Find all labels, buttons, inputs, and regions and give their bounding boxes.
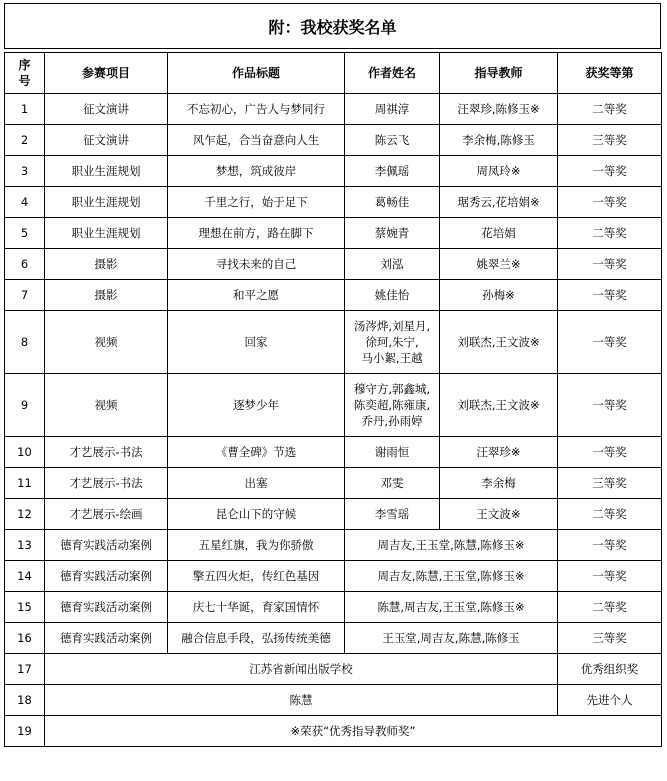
table-row-summary bbox=[5, 654, 662, 685]
footnote: ※荣获“优秀指导教师奖” bbox=[45, 716, 662, 747]
row-no: 12 bbox=[5, 499, 45, 530]
table-header-row bbox=[5, 53, 662, 94]
author-line: 乔丹,孙雨婷 bbox=[361, 414, 423, 428]
teacher-name: 周凤玲※ bbox=[440, 156, 558, 187]
header-award: 获奖等第 bbox=[558, 53, 662, 94]
author-name: 谢雨恒 bbox=[345, 437, 440, 468]
award-level: 三等奖 bbox=[558, 125, 662, 156]
table-row bbox=[5, 187, 662, 218]
header-teacher: 指导教师 bbox=[440, 53, 558, 94]
project-name: 职业生涯规划 bbox=[45, 218, 168, 249]
author-line: 汤涔烨,刘星月, bbox=[353, 319, 431, 333]
award-level: 一等奖 bbox=[558, 561, 662, 592]
table-row bbox=[5, 468, 662, 499]
row-no: 2 bbox=[5, 125, 45, 156]
award-level: 一等奖 bbox=[558, 187, 662, 218]
header-work: 作品标题 bbox=[168, 53, 345, 94]
teacher-name: 李余梅 bbox=[440, 468, 558, 499]
award-level: 一等奖 bbox=[558, 311, 662, 374]
table-row bbox=[5, 280, 662, 311]
award-level: 先进个人 bbox=[558, 685, 662, 716]
award-level: 一等奖 bbox=[558, 156, 662, 187]
work-title: 昆仑山下的守候 bbox=[168, 499, 345, 530]
row-no: 4 bbox=[5, 187, 45, 218]
work-title: 五星红旗，我为你骄傲 bbox=[168, 530, 345, 561]
row-no: 15 bbox=[5, 592, 45, 623]
project-name: 征文演讲 bbox=[45, 125, 168, 156]
row-no: 18 bbox=[5, 685, 45, 716]
table-row bbox=[5, 499, 662, 530]
project-name: 职业生涯规划 bbox=[45, 156, 168, 187]
work-title: 寻找未来的自己 bbox=[168, 249, 345, 280]
teacher-name: 汪翠珍,陈修玉※ bbox=[440, 94, 558, 125]
author-line: 马小絮,王越 bbox=[361, 351, 423, 365]
award-level: 一等奖 bbox=[558, 437, 662, 468]
work-title: 《曹全碑》节选 bbox=[168, 437, 345, 468]
author-name: 葛畅佳 bbox=[345, 187, 440, 218]
award-level: 二等奖 bbox=[558, 218, 662, 249]
authors-and-teachers: 周吉友,王玉堂,陈慧,陈修玉※ bbox=[345, 530, 558, 561]
award-level: 三等奖 bbox=[558, 468, 662, 499]
row-no: 8 bbox=[5, 311, 45, 374]
author-name: 李雪瑶 bbox=[345, 499, 440, 530]
table-row bbox=[5, 156, 662, 187]
table-row bbox=[5, 561, 662, 592]
award-table bbox=[4, 52, 662, 747]
award-level: 三等奖 bbox=[558, 623, 662, 654]
award-level: 优秀组织奖 bbox=[558, 654, 662, 685]
author-name bbox=[345, 374, 440, 437]
row-no: 7 bbox=[5, 280, 45, 311]
award-level: 一等奖 bbox=[558, 530, 662, 561]
row-no: 11 bbox=[5, 468, 45, 499]
project-name: 德育实践活动案例 bbox=[45, 561, 168, 592]
table-row-summary bbox=[5, 685, 662, 716]
project-name: 职业生涯规划 bbox=[45, 187, 168, 218]
author-name: 李佩瑶 bbox=[345, 156, 440, 187]
work-title: 出塞 bbox=[168, 468, 345, 499]
authors-and-teachers: 周吉友,陈慧,王玉堂,陈修玉※ bbox=[345, 561, 558, 592]
row-no: 17 bbox=[5, 654, 45, 685]
author-line: 陈奕超,陈雍康, bbox=[353, 398, 431, 412]
header-author: 作者姓名 bbox=[345, 53, 440, 94]
teacher-name: 孙梅※ bbox=[440, 280, 558, 311]
header-project: 参赛项目 bbox=[45, 53, 168, 94]
table-row bbox=[5, 530, 662, 561]
row-no: 5 bbox=[5, 218, 45, 249]
award-level: 一等奖 bbox=[558, 374, 662, 437]
author-name: 姚佳怡 bbox=[345, 280, 440, 311]
project-name: 德育实践活动案例 bbox=[45, 623, 168, 654]
author-line: 穆守方,郭鑫城, bbox=[353, 382, 431, 396]
table-row bbox=[5, 437, 662, 468]
work-title: 理想在前方，路在脚下 bbox=[168, 218, 345, 249]
teacher-name: 姚翠兰※ bbox=[440, 249, 558, 280]
row-no: 10 bbox=[5, 437, 45, 468]
author-line: 徐珂,朱宁, bbox=[365, 335, 419, 349]
table-row bbox=[5, 374, 662, 437]
teacher-name: 花培娟 bbox=[440, 218, 558, 249]
project-name: 德育实践活动案例 bbox=[45, 530, 168, 561]
table-row bbox=[5, 94, 662, 125]
header-no: 序 号 bbox=[5, 53, 45, 94]
award-level: 一等奖 bbox=[558, 249, 662, 280]
award-recipient: 江苏省新闻出版学校 bbox=[45, 654, 558, 685]
author-name: 刘泓 bbox=[345, 249, 440, 280]
table-row bbox=[5, 623, 662, 654]
table-row-note bbox=[5, 716, 662, 747]
table-row bbox=[5, 249, 662, 280]
table-row bbox=[5, 311, 662, 374]
award-recipient: 陈慧 bbox=[45, 685, 558, 716]
row-no: 1 bbox=[5, 94, 45, 125]
project-name: 视频 bbox=[45, 374, 168, 437]
teacher-name: 王文波※ bbox=[440, 499, 558, 530]
work-title: 千里之行，始于足下 bbox=[168, 187, 345, 218]
author-name bbox=[345, 311, 440, 374]
project-name: 征文演讲 bbox=[45, 94, 168, 125]
authors-and-teachers: 陈慧,周吉友,王玉堂,陈修玉※ bbox=[345, 592, 558, 623]
table-row bbox=[5, 218, 662, 249]
project-name: 摄影 bbox=[45, 280, 168, 311]
work-title: 不忘初心，广告人与梦同行 bbox=[168, 94, 345, 125]
work-title: 庆七十华诞，育家国情怀 bbox=[168, 592, 345, 623]
award-level: 二等奖 bbox=[558, 592, 662, 623]
teacher-name: 刘联杰,王文波※ bbox=[440, 374, 558, 437]
work-title: 风乍起，合当奋意向人生 bbox=[168, 125, 345, 156]
row-no: 3 bbox=[5, 156, 45, 187]
teacher-name: 李余梅,陈修玉 bbox=[440, 125, 558, 156]
teacher-name: 刘联杰,王文波※ bbox=[440, 311, 558, 374]
authors-and-teachers: 王玉堂,周吉友,陈慧,陈修玉 bbox=[345, 623, 558, 654]
row-no: 14 bbox=[5, 561, 45, 592]
work-title: 和平之愿 bbox=[168, 280, 345, 311]
work-title: 逐梦少年 bbox=[168, 374, 345, 437]
row-no: 16 bbox=[5, 623, 45, 654]
row-no: 9 bbox=[5, 374, 45, 437]
row-no: 6 bbox=[5, 249, 45, 280]
author-name: 陈云飞 bbox=[345, 125, 440, 156]
project-name: 视频 bbox=[45, 311, 168, 374]
row-no: 19 bbox=[5, 716, 45, 747]
document-title: 附：我校获奖名单 bbox=[4, 3, 661, 49]
project-name: 德育实践活动案例 bbox=[45, 592, 168, 623]
teacher-name: 琚秀云,花培娟※ bbox=[440, 187, 558, 218]
project-name: 才艺展示-书法 bbox=[45, 437, 168, 468]
author-name: 周祺淳 bbox=[345, 94, 440, 125]
work-title: 融合信息手段，弘扬传统美德 bbox=[168, 623, 345, 654]
author-name: 蔡婉青 bbox=[345, 218, 440, 249]
award-level: 二等奖 bbox=[558, 94, 662, 125]
project-name: 才艺展示-绘画 bbox=[45, 499, 168, 530]
teacher-name: 汪翠珍※ bbox=[440, 437, 558, 468]
award-level: 二等奖 bbox=[558, 499, 662, 530]
row-no: 13 bbox=[5, 530, 45, 561]
work-title: 回家 bbox=[168, 311, 345, 374]
award-level: 一等奖 bbox=[558, 280, 662, 311]
project-name: 才艺展示-书法 bbox=[45, 468, 168, 499]
table-row bbox=[5, 125, 662, 156]
work-title: 梦想，筑成彼岸 bbox=[168, 156, 345, 187]
author-name: 邓雯 bbox=[345, 468, 440, 499]
project-name: 摄影 bbox=[45, 249, 168, 280]
work-title: 擎五四火炬，传红色基因 bbox=[168, 561, 345, 592]
table-row bbox=[5, 592, 662, 623]
